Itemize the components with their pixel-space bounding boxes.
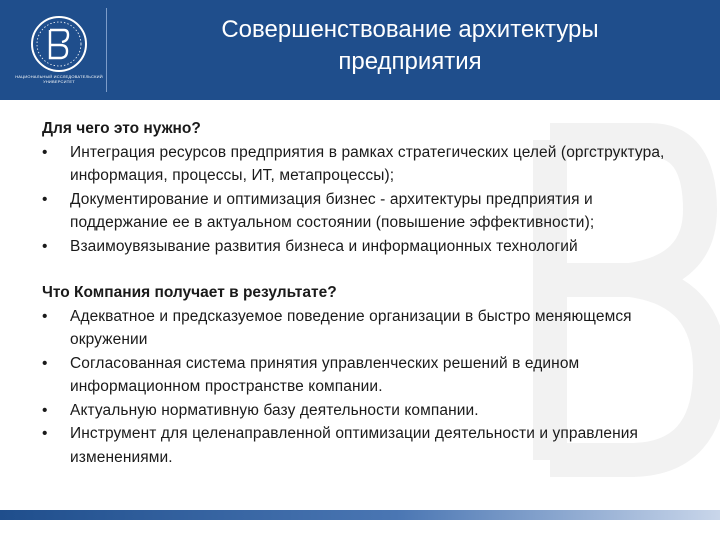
- bullet: •: [42, 307, 48, 325]
- section-spacer: [42, 258, 682, 281]
- hse-logo: [14, 10, 104, 90]
- title-line-1: Совершенствование архитектуры: [221, 16, 599, 43]
- bullet: •: [42, 237, 48, 255]
- purpose-list: [42, 141, 682, 259]
- bullet: •: [42, 401, 48, 419]
- bullet: •: [42, 354, 48, 372]
- section-heading-results: Что Компания получает в результате?: [42, 284, 337, 301]
- list-item: [42, 141, 682, 188]
- bullet: •: [42, 143, 48, 161]
- list-item: [42, 305, 682, 352]
- title-line-2: предприятия: [338, 48, 482, 75]
- slide-content: [42, 117, 682, 469]
- list-item-text: Согласованная система принятия управленческих решений в едином информационном пространстве компании.: [70, 354, 580, 395]
- list-item: [42, 352, 682, 399]
- list-item: [42, 188, 682, 235]
- bullet: •: [42, 425, 48, 442]
- logo-caption: НАЦИОНАЛЬНЫЙ ИССЛЕДОВАТЕЛЬСКИЙ УНИВЕРСИТЕТ: [15, 74, 103, 84]
- footer-bar: [0, 510, 720, 520]
- list-item-text: Документирование и оптимизация бизнес - архитектуры предприятия и поддержание ее в актуальном состоянии (повышение эффективности);: [70, 190, 595, 231]
- section-heading-purpose: Для чего это нужно?: [42, 120, 201, 137]
- header-divider: [106, 8, 107, 92]
- slide-title: [120, 14, 700, 78]
- bullet: •: [42, 190, 48, 208]
- results-list: [42, 305, 682, 470]
- list-item-text: Интеграция ресурсов предприятия в рамках стратегических целей (оргструктура, информация, процессы, ИТ, метапроцессы);: [70, 143, 665, 184]
- list-item-text: Адекватное и предсказуемое поведение организации в быстро меняющемся окружении: [70, 307, 632, 348]
- list-item: [42, 399, 682, 423]
- list-item-text: Актуальную нормативную базу деятельности компании.: [70, 401, 479, 419]
- list-item-text: Инструмент для целенаправленной оптимизации деятельности и управления изменениями.: [70, 425, 639, 466]
- list-item: [42, 422, 682, 469]
- slide-header: [0, 0, 720, 100]
- list-item: [42, 235, 682, 259]
- list-item-text: Взаимоувязывание развития бизнеса и информационных технологий: [70, 237, 578, 255]
